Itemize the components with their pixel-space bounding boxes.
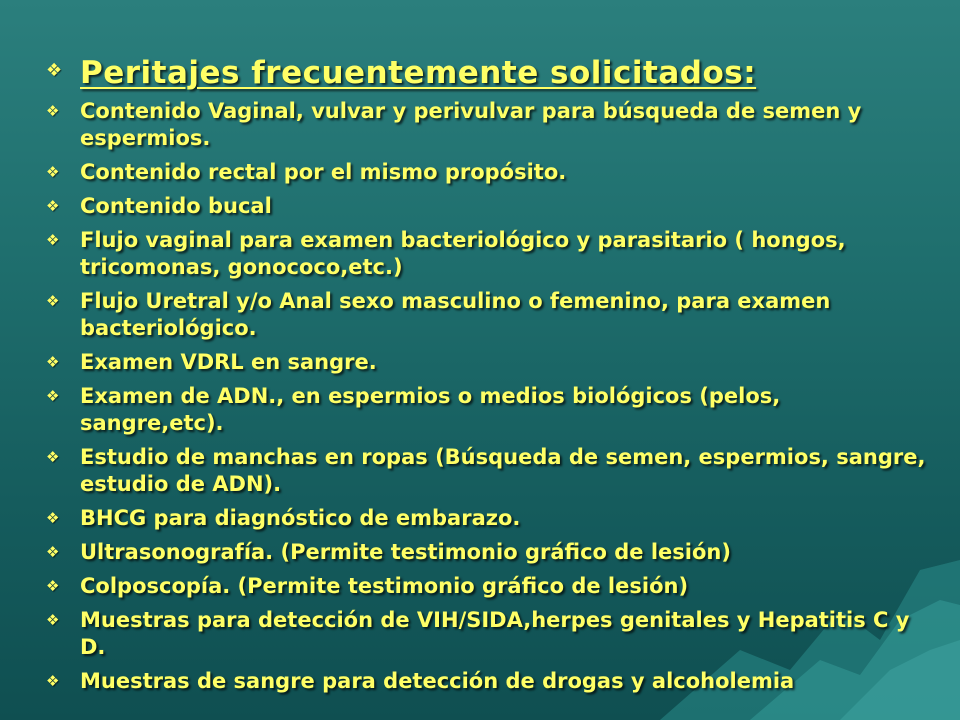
diamond-bullet-icon: ❖: [46, 163, 60, 181]
list-item-text: Ultrasonografía. (Permite testimonio gráfico de lesión): [80, 540, 731, 564]
list-item: [46, 668, 926, 695]
diamond-bullet-icon: ❖: [46, 387, 60, 405]
list-item-text: Flujo vaginal para examen bacteriológico y parasitario ( hongos, tricomonas, gonococo,etc.): [80, 228, 846, 279]
diamond-bullet-icon: ❖: [46, 543, 60, 561]
diamond-bullet-icon: ❖: [46, 60, 63, 81]
list-item-text: Estudio de manchas en ropas (Búsqueda de semen, espermios, sangre, estudio de ADN).: [80, 445, 926, 496]
diamond-bullet-icon: ❖: [46, 197, 60, 215]
heading-row: [46, 56, 926, 90]
diamond-bullet-icon: ❖: [46, 577, 60, 595]
list-item-text: Examen VDRL en sangre.: [80, 350, 377, 374]
diamond-bullet-icon: ❖: [46, 102, 60, 120]
list-item-text: Colposcopía. (Permite testimonio gráfico de lesión): [80, 574, 689, 598]
list-item: [46, 539, 926, 566]
diamond-bullet-icon: ❖: [46, 672, 60, 690]
diamond-bullet-icon: ❖: [46, 509, 60, 527]
list-item-text: Muestras de sangre para detección de drogas y alcoholemia: [80, 669, 795, 693]
diamond-bullet-icon: ❖: [46, 292, 60, 310]
list-item: [46, 98, 926, 152]
list-item: [46, 193, 926, 220]
list-item: [46, 159, 926, 186]
diamond-bullet-icon: ❖: [46, 448, 60, 466]
list-item-text: Flujo Uretral y/o Anal sexo masculino o femenino, para examen bacteriológico.: [80, 289, 831, 340]
list-item-text: Muestras para detección de VIH/SIDA,herpes genitales y Hepatitis C y D.: [80, 608, 910, 659]
findings-list: [46, 98, 926, 695]
diamond-bullet-icon: ❖: [46, 611, 60, 629]
diamond-bullet-icon: ❖: [46, 231, 60, 249]
list-item: [46, 607, 926, 661]
list-item: [46, 444, 926, 498]
slide-heading: Peritajes frecuentemente solicitados:: [80, 55, 757, 91]
list-item: [46, 349, 926, 376]
list-item: [46, 227, 926, 281]
list-item-text: Examen de ADN., en espermios o medios biológicos (pelos, sangre,etc).: [80, 384, 781, 435]
diamond-bullet-icon: ❖: [46, 353, 60, 371]
list-item: [46, 505, 926, 532]
list-item-text: BHCG para diagnóstico de embarazo.: [80, 506, 521, 530]
list-item: [46, 383, 926, 437]
list-item-text: Contenido Vaginal, vulvar y perivulvar para búsqueda de semen y espermios.: [80, 99, 862, 150]
slide-content: [46, 56, 926, 702]
list-item-text: Contenido rectal por el mismo propósito.: [80, 160, 567, 184]
list-item: [46, 288, 926, 342]
list-item: [46, 573, 926, 600]
list-item-text: Contenido bucal: [80, 194, 272, 218]
